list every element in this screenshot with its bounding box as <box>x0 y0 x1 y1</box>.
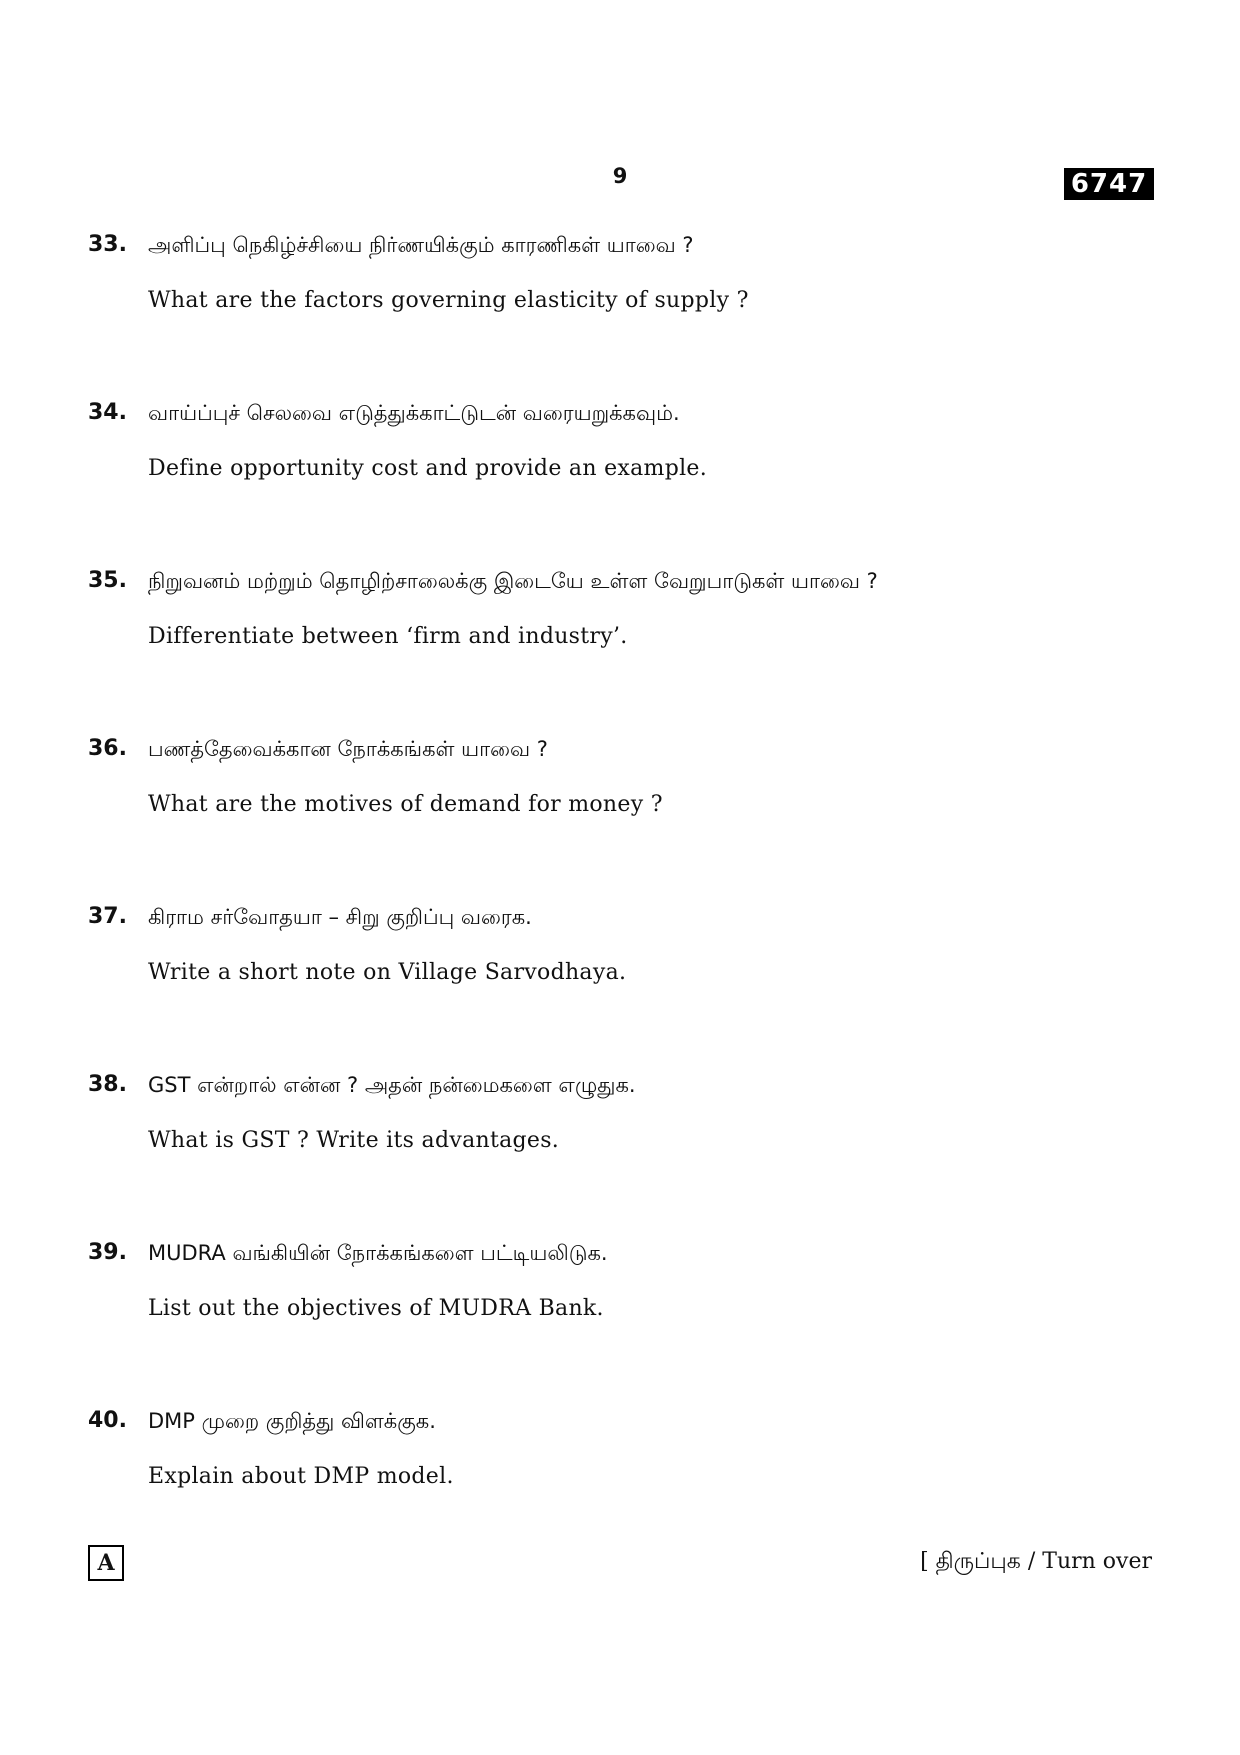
question-text-tamil: DMP முறை குறித்து விளக்குக. <box>148 1409 436 1433</box>
question-text-tamil: GST என்றால் என்ன ? அதன் நன்மைகளை எழுதுக. <box>148 1073 636 1097</box>
question-text-tamil: அளிப்பு நெகிழ்ச்சியை நிர்ணயிக்கும் காரணிகள் யாவை ? <box>148 233 694 257</box>
question-number: 34. <box>88 400 127 425</box>
question-text-english: Differentiate between ‘firm and industry’. <box>148 624 628 649</box>
paper-version-box: A <box>88 1545 124 1581</box>
question-text-english: Explain about DMP model. <box>148 1464 454 1489</box>
question-text-tamil: கிராம சர்வோதயா – சிறு குறிப்பு வரைக. <box>148 905 532 929</box>
question-text-english: Write a short note on Village Sarvodhaya. <box>148 960 627 985</box>
question-number: 33. <box>88 232 127 257</box>
question-text-english: Define opportunity cost and provide an example. <box>148 456 708 481</box>
question-text-tamil: பணத்தேவைக்கான நோக்கங்கள் யாவை ? <box>148 737 548 761</box>
question-text-tamil: நிறுவனம் மற்றும் தொழிற்சாலைக்கு இடையே உள்ள வேறுபாடுகள் யாவை ? <box>148 569 878 593</box>
question-number: 37. <box>88 904 127 929</box>
question-text-english: List out the objectives of MUDRA Bank. <box>148 1296 604 1321</box>
question-text-english: What are the factors governing elasticity of supply ? <box>148 288 749 313</box>
question-number: 36. <box>88 736 127 761</box>
paper-code-badge: 6747 <box>1064 168 1154 200</box>
page-number: 9 <box>612 164 628 188</box>
question-number: 39. <box>88 1240 127 1265</box>
question-text-english: What is GST ? Write its advantages. <box>148 1128 560 1153</box>
question-number: 38. <box>88 1072 127 1097</box>
turn-over-note: [ திருப்புக / Turn over <box>920 1549 1152 1574</box>
question-text-tamil: வாய்ப்புச் செலவை எடுத்துக்காட்டுடன் வரையறுக்கவும். <box>148 401 680 425</box>
question-text-english: What are the motives of demand for money ? <box>148 792 663 817</box>
question-number: 40. <box>88 1408 127 1433</box>
question-text-tamil: MUDRA வங்கியின் நோக்கங்களை பட்டியலிடுக. <box>148 1241 608 1265</box>
question-number: 35. <box>88 568 127 593</box>
